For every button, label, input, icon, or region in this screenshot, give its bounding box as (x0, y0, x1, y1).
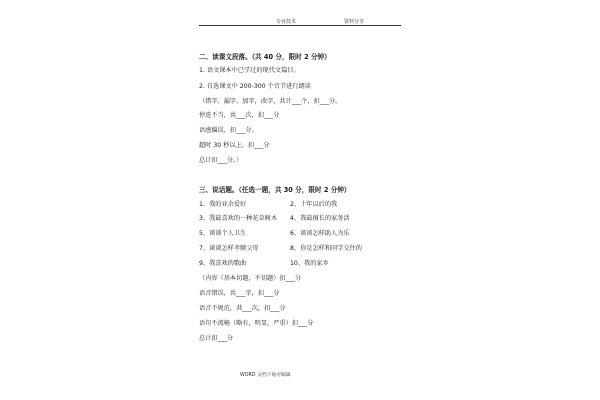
topic-item: 1、我的业余爱好 (199, 201, 247, 208)
section2-line: 语感偏误，扣___分。 (199, 127, 258, 134)
scoring-line: 总计扣___分 (199, 335, 234, 342)
topic-item: 4、我最擅长的家务活 (290, 215, 350, 222)
topic-item: 6、谈谈怎样助人为乐 (290, 230, 350, 237)
section2-line: 1. 语文课本中已学过的现代文篇目。 (199, 67, 300, 74)
section2-line: 超时 30 秒以上，扣___分 (199, 142, 270, 149)
section2-line: 2. 自选课文中 200-300 个音节进行朗读 (199, 83, 311, 90)
topic-item: 5、谈谈个人卫生 (199, 230, 247, 237)
topic-item: 8、你是怎样和同学交往的 (290, 245, 362, 252)
header-divider (199, 25, 401, 26)
topic-item: 2、十年以后的我 (290, 201, 338, 208)
section2-title: 二、读课文段落。（共 40 分，限时 2 分钟） (199, 53, 331, 61)
scoring-line: （内容（基本切题，不切题）扣___分 (199, 275, 302, 282)
header-left-text: 专业技术 (276, 19, 297, 25)
header-right-text: 资料分享 (344, 19, 365, 25)
section2-line: 总计扣___分。） (199, 157, 243, 164)
topic-item: 10、我的家乡 (290, 260, 329, 267)
scoring-line: 语音错误，共___字，扣___分 (199, 290, 280, 297)
scoring-line: 语句不流畅（略有，明显，严重）扣___分 (199, 320, 314, 327)
scoring-text: 内容（基本切题，不切题）扣___分 (205, 275, 302, 282)
topic-item: 7、谈谈怎样孝顺父母 (199, 245, 259, 252)
topic-item: 9、我喜欢的歌曲 (199, 260, 247, 267)
section2-line: （错字、漏字、加字，改字，共计___个，扣___分。 (199, 98, 342, 105)
section3-title: 三、说话题。（任选一题，共 30 分，限时 2 分钟） (199, 186, 351, 194)
scoring-line: 语音不规范，共___次，扣___分 (199, 305, 286, 312)
topic-item: 3、我最喜欢的一种花草树木 (199, 215, 278, 222)
footer-text: WORD 文档下载可编辑 (240, 373, 291, 378)
section2-line: 停连不当，共___次，扣___分 (199, 112, 280, 119)
